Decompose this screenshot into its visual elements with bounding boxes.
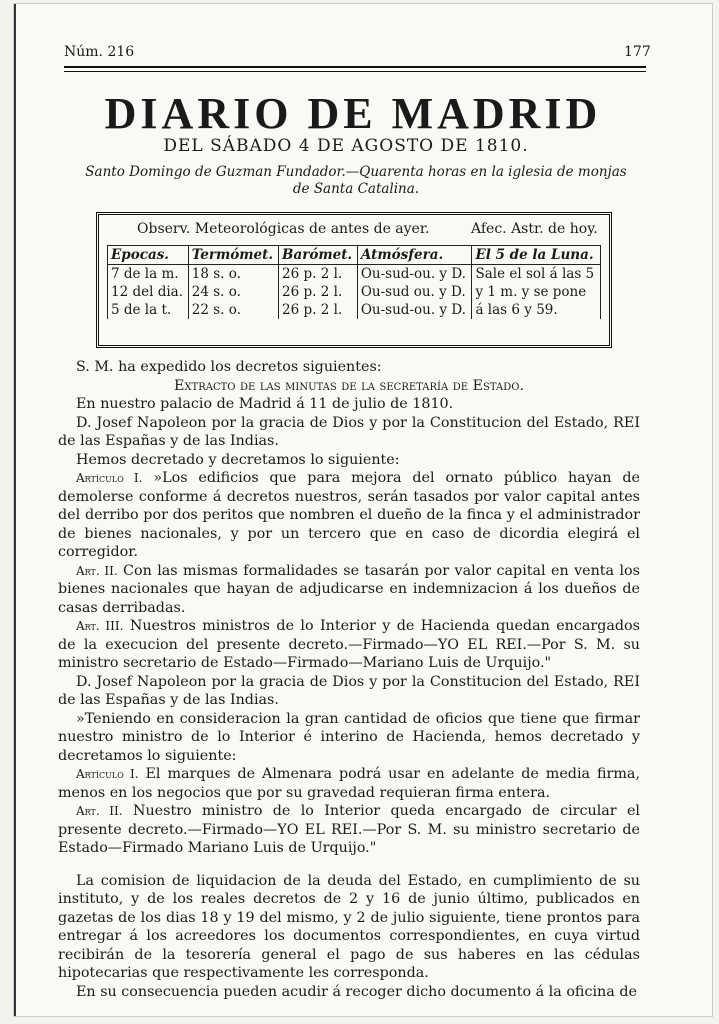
masthead-title: DIARIO DE MADRID — [104, 89, 602, 138]
cell-luna: Sale el sol á las 5 — [472, 265, 601, 284]
cell-atm: Ou-sud-ou. y D. — [357, 265, 472, 284]
section-gap — [58, 858, 640, 872]
cell-luna: á las 6 y 59. — [472, 301, 601, 319]
cell-barom: 26 p. 2 l. — [279, 265, 358, 284]
cell-epoca: 7 de la m. — [108, 265, 189, 284]
article-body — [58, 358, 640, 1001]
table-row — [108, 265, 601, 284]
article-2 — [58, 562, 640, 618]
header-rule-top — [64, 66, 646, 68]
cell-term: 22 s. o. — [188, 301, 278, 319]
article-label: Artículo I. — [76, 471, 143, 485]
article-text: El marques de Almenara podrá usar en adelante de media firma, menos en los negocios que por su gravedad requieran firma entera. — [58, 766, 640, 801]
article-label: Art. II. — [76, 804, 123, 818]
article-1 — [58, 469, 640, 562]
cell-barom: 26 p. 2 l. — [279, 283, 358, 301]
paragraph: »Teniendo en consideracion la gran cantidad de oficios que tiene que firmar nuestro ministro de lo Interior é interino de Hacienda, hemos decretado y decretamos lo siguiente: — [58, 710, 640, 764]
paragraph: D. Josef Napoleon por la gracia de Dios y por la Constitucion del Estado, REI de las Españas y de las Indias. — [58, 414, 640, 449]
article-label: Art. II. — [76, 563, 118, 578]
col-barometro: Barómet. — [279, 246, 358, 265]
paragraph: En su consecuencia pueden acudir á recoger dicho documento á la oficina de — [76, 983, 637, 1000]
issue-date: DEL SÁBADO 4 DE AGOSTO DE 1810. — [163, 136, 529, 156]
page-number: 177 — [624, 44, 651, 60]
table-row — [108, 301, 601, 319]
paragraph: La comision de liquidacion de la deuda del Estado, en cumplimiento de su instituto, y de los reales decretos de 2 y 16 de junio último, publicados en gazetas de los dias 18 y 19 del mismo, y 2 de julio siguiente, tiene prontos para entregar á los acreedores los documentos correspondientes, en cuya virtud recibirán de la tesorería general el pago de sus haberes en las cédulas hipotecarias que respectivamente les corresponda. — [58, 872, 640, 981]
article-3 — [58, 617, 640, 673]
article-text: Nuestro ministro de lo Interior queda encargado de circular el presente decreto.—Firmado—YO EL REI.—Por S. M. su ministro secretario de Estado—Firmado Mariano Luis de Urquijo." — [58, 803, 640, 856]
newspaper-page — [14, 4, 712, 1016]
saint-of-day: Santo Domingo de Guzman Fundador.—Quarenta horas en la iglesia de monjas de Santa Catalina. — [85, 164, 627, 197]
article-text: Con las mismas formalidades se tasarán por valor capital en venta los bienes nacionales que hayan de adjudicarse en indemnizacion á los dueños de casas derribadas. — [58, 562, 640, 616]
col-luna: El 5 de la Luna. — [472, 246, 601, 265]
article-label: Artículo I. — [76, 767, 139, 781]
weather-caption-right: Afec. Astr. de hoy. — [471, 221, 598, 237]
article-text: Nuestros ministros de lo Interior y de Hacienda quedan encargados de la execucion del presente decreto.—Firmado—YO EL REI.—Por S. M. su ministro secretario de Estado—Firmado—Mariano Luis de Urquijo." — [58, 618, 640, 671]
article-text: »Los edificios que para mejora del ornato público hayan de demolerse conforme á decretos nuestros, serán tasados por valor capital antes del derribo por dos peritos que nombren el dueño de la finca y el administrador de bienes nacionales, y por un tercero que en caso de dicordia elegirá el corregidor. — [58, 470, 640, 560]
cell-epoca: 12 del dia. — [108, 283, 189, 301]
weather-caption-left: Observ. Meteorológicas de antes de ayer. — [137, 221, 430, 237]
weather-grid — [107, 245, 601, 319]
cell-barom: 26 p. 2 l. — [279, 301, 358, 319]
weather-table — [96, 212, 612, 348]
cell-atm: Ou-sud-ou. y D. — [357, 301, 472, 319]
cell-atm: Ou-sud ou. y D. — [357, 283, 472, 301]
article-2b — [58, 802, 640, 858]
col-termometro: Termómet. — [188, 246, 278, 265]
cell-epoca: 5 de la t. — [108, 301, 189, 319]
col-atmosfera: Atmósfera. — [357, 246, 472, 265]
article-label: Art. III. — [76, 619, 124, 633]
table-row — [108, 283, 601, 301]
article-1b — [58, 765, 640, 802]
paragraph: D. Josef Napoleon por la gracia de Dios y por la Constitucion del Estado, REI de las Españas y de las Indias. — [58, 673, 640, 708]
paragraph: En nuestro palacio de Madrid á 11 de julio de 1810. — [76, 396, 454, 412]
section-heading: Extracto de las minutas de la secretaría de Estado. — [173, 377, 524, 394]
col-epocas: Epocas. — [108, 246, 189, 265]
paragraph: Hemos decretado y decretamos lo siguiente: — [76, 451, 400, 468]
cell-luna: y 1 m. y se pone — [472, 283, 601, 301]
cell-term: 18 s. o. — [188, 265, 278, 284]
header-rule-bottom — [64, 71, 646, 72]
cell-term: 24 s. o. — [188, 283, 278, 301]
issue-number: Núm. 216 — [64, 44, 135, 60]
paragraph: S. M. ha expedido los decretos siguientes: — [76, 359, 382, 375]
